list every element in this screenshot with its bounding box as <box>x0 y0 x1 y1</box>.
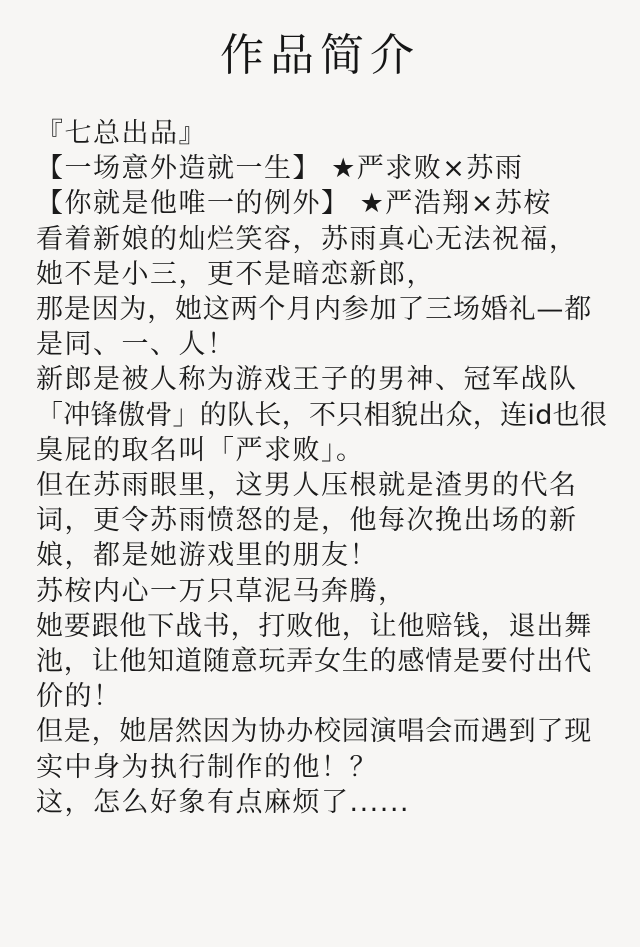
text-line: 『七总出品』 <box>36 118 207 149</box>
text-line: 新郎是被人称为游戏王子的男神、冠军战队 <box>36 364 578 396</box>
text-line: 这，怎么好象有点麻烦了...... <box>36 786 410 818</box>
text-line: 那是因为，她这两个月内参加了三场婚礼—都 <box>36 294 592 326</box>
page-title: 作品简介 <box>220 30 420 81</box>
text-line: 池，让他知道随意玩弄女生的感情是要付出代 <box>36 646 592 678</box>
text-line: 但在苏雨眼里，这男人压根就是渣男的代名 <box>36 470 578 502</box>
text-line: 娘，都是她游戏里的朋友！ <box>36 540 378 572</box>
text-line: 看着新娘的灿烂笑容，苏雨真心无法祝福， <box>36 223 578 255</box>
text-line: 臭屁的取名叫「严求败」。 <box>36 434 365 466</box>
text-line: 【你就是他唯一的例外】 ★严浩翔×苏桉 <box>36 188 552 220</box>
text-line: 但是，她居然因为协办校园演唱会而遇到了现 <box>36 716 592 748</box>
text-line: 词，更令苏雨愤怒的是，他每次挽出场的新 <box>36 505 578 537</box>
text-line: 价的！ <box>36 681 122 713</box>
text-line: 苏桉内心一万只草泥马奔腾， <box>36 575 407 607</box>
text-line: 她要跟他下战书，打败他，让他赔钱，退出舞 <box>36 610 592 642</box>
text-line: 是同、一、人！ <box>36 329 236 361</box>
synopsis-text <box>36 116 636 820</box>
text-line: 实中身为执行制作的他！？ <box>36 751 378 783</box>
text-line: 她不是小三，更不是暗恋新郎， <box>36 258 435 290</box>
text-line: 【一场意外造就一生】 ★严求败×苏雨 <box>36 153 524 185</box>
text-line: 「冲锋傲骨」的队长，不只相貌出众，连id也很 <box>36 399 608 431</box>
